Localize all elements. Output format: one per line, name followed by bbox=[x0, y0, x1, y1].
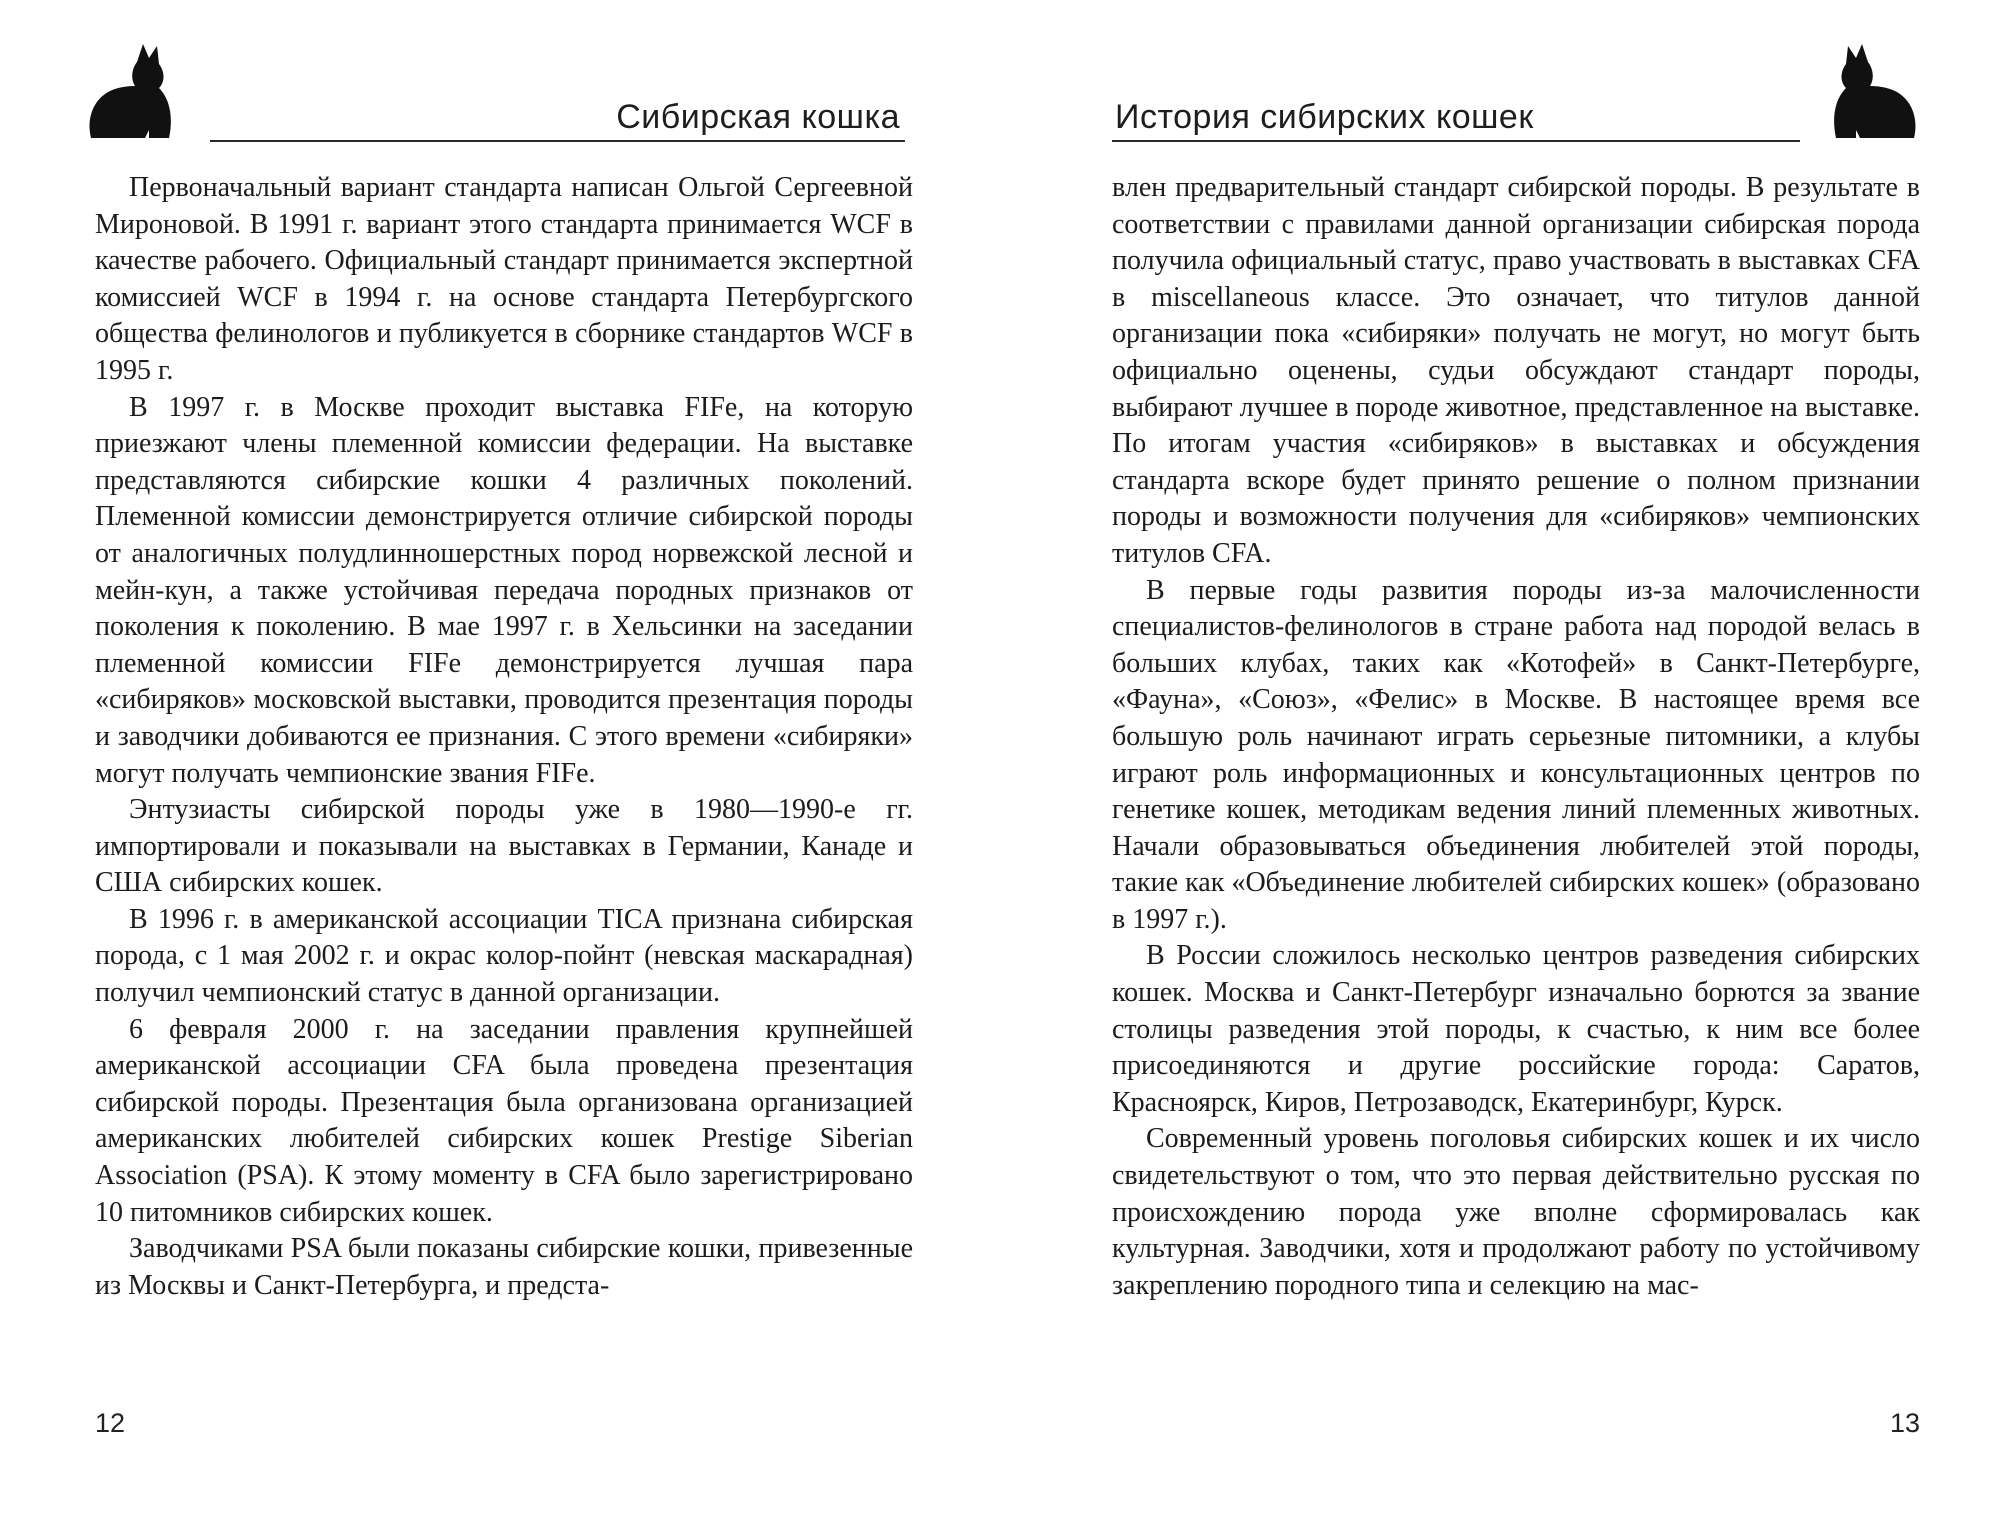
paragraph: В 1996 г. в американской ассоциации TICA признана сибирская порода, с 1 мая 2002 г. и окрас колор-пойнт (невская маскарадная) получил чемпионский статус в данной организации. bbox=[95, 903, 913, 1009]
paragraph: Первоначальный вариант стандарта написан Ольгой Сергеевной Мироновой. В 1991 г. вариант этого стандарта принимается WCF в качестве рабочего. Официальный стандарт принимается экспертной комиссией WCF в 1994 г. на основе стандарта Петербургского общества фелинологов и публикуется в сборнике стандартов WCF в 1995 г. bbox=[95, 172, 913, 386]
body-text bbox=[1112, 170, 1920, 1304]
paragraph-continuation: влен предварительный стандарт сибирской породы. В результате в соответствии с правилами данной организации сибирская порода получила официальный статус, право участвовать в выставках CFA в miscellaneous классе. Это означает, что титулов данной организации пока «сибиряки» получать не могут, но могут быть официально оценены, судьи обсуждают стандарт породы, выбирают лучшее в породе животное, представленное на выставке. По итогам участия «сибиряков» в выставках и обсуждения стандарта вскоре будет принято решение о полном признании породы и возможности получения для «сибиряков» чемпионских титулов CFA. bbox=[1112, 172, 1920, 569]
page-number: 12 bbox=[95, 1408, 126, 1438]
right-page bbox=[1000, 0, 2000, 1537]
page-number: 13 bbox=[1889, 1408, 1920, 1438]
paragraph: Заводчиками PSA были показаны сибирские кошки, привезенные из Москвы и Санкт-Петербурга, и предста- bbox=[95, 1233, 913, 1301]
header-rule bbox=[1112, 140, 1800, 142]
running-head: История сибирских кошек bbox=[1115, 98, 1534, 136]
header-rule bbox=[210, 140, 905, 142]
running-head: Сибирская кошка bbox=[616, 98, 900, 136]
paragraph: В России сложилось несколько центров разведения сибирских кошек. Москва и Санкт-Петербург изначально борются за звание столицы разведения этой породы, к счастью, к ним все более присоединяются и другие российские города: Саратов, Красноярск, Киров, Петрозаводск, Екатеринбург, Курск. bbox=[1112, 940, 1920, 1118]
paragraph: Энтузиасты сибирской породы уже в 1980—1990-е гг. импортировали и показывали на выставках в Германии, Канаде и США сибирских кошек. bbox=[95, 794, 913, 899]
paragraph: В первые годы развития породы из-за малочисленности специалистов-фелинологов в стране работа над породой велась в больших клубах, таких как «Котофей» в Санкт-Петербурге, «Фауна», «Союз», «Фелис» в Москве. В настоящее время все большую роль начинают играть серьезные питомники, а клубы играют роль информационных и консультационных центров по генетике кошек, методикам ведения линий племенных животных. Начали образовываться объединения любителей этой породы, такие как «Объединение любителей сибирских кошек» (образовано в 1997 г.). bbox=[1112, 574, 1920, 935]
paragraph: Современный уровень поголовья сибирских кошек и их число свидетельствуют о том, что это первая действительно русская по происхождению порода уже вполне сформировалась как культурная. Заводчики, хотя и продолжают работу по устойчивому закреплению породного типа и селекцию на мас- bbox=[1112, 1123, 1920, 1301]
cat-silhouette-icon bbox=[85, 42, 175, 142]
cat-silhouette-icon bbox=[1830, 42, 1920, 142]
paragraph: В 1997 г. в Москве проходит выставка FIFe, на которую приезжают члены племенной комиссии федерации. На выставке представляются сибирские кошки 4 различных поколений. Племенной комиссии демонстрируется отличие сибирской породы от аналогичных полудлинношерстных пород норвежской лесной и мейн-кун, а также устойчивая передача породных признаков от поколения к поколению. В мае 1997 г. в Хельсинки на заседании племенной комиссии FIFe демонстрируется лучшая пара «сибиряков» московской выставки, проводится презентация породы и заводчики добиваются ее признания. С этого времени «сибиряки» могут получать чемпионские звания FIFe. bbox=[95, 391, 913, 789]
body-text bbox=[95, 170, 913, 1304]
paragraph: 6 февраля 2000 г. на заседании правления крупнейшей американской ассоциации CFA была проведена презентация сибирской породы. Презентация была организована организацией американских любителей сибирских кошек Prestige Siberian Association (PSA). К этому моменту в CFA было зарегистрировано 10 питомников сибирских кошек. bbox=[95, 1013, 913, 1228]
